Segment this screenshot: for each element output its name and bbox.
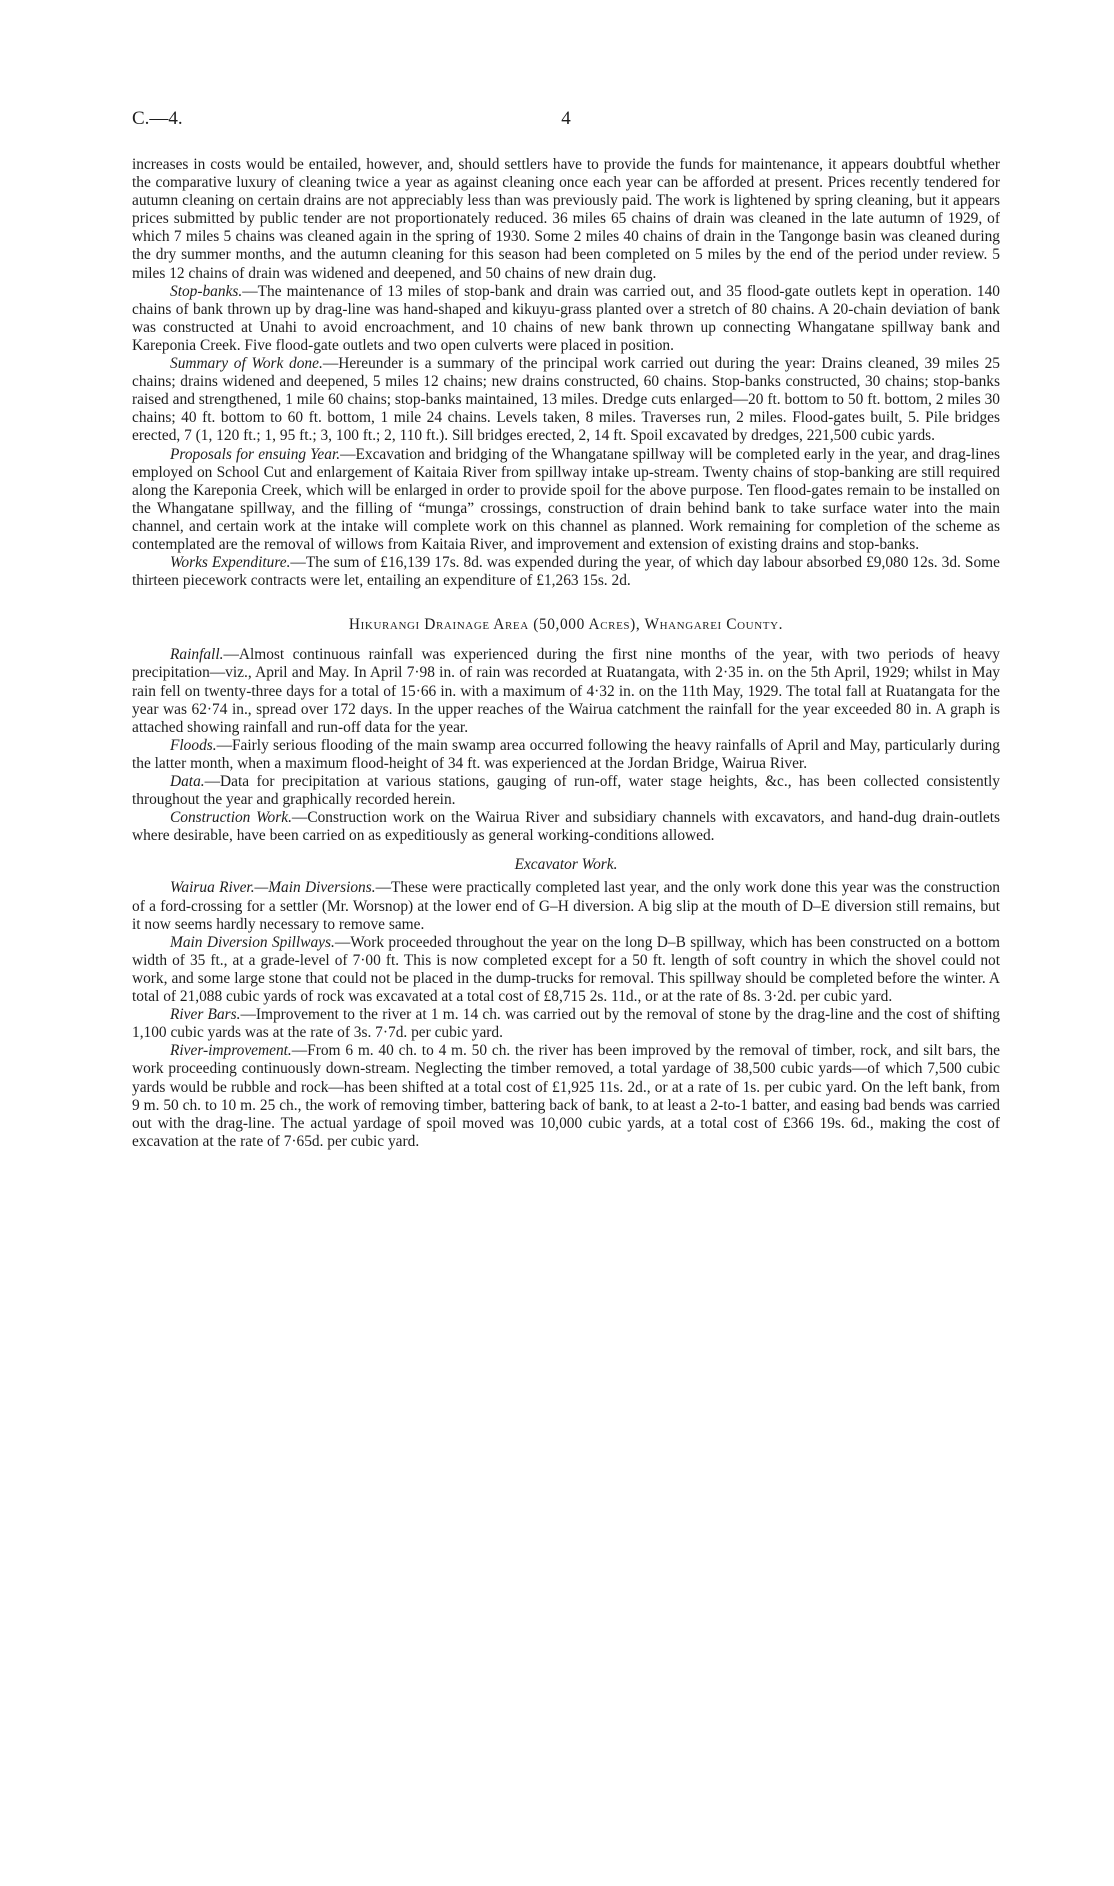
stop-banks-text: —The maintenance of 13 miles of stop-bank and drain was carried out, and 35 flood-gate outlets kept in operation. 140 chains of bank thrown up by drag-line was hand-shaped and kikuyu-grass planted over a stretch of 80 chains. A 20-chain deviation of bank was constructed at Unahi to avoid encroachment, and 10 chains of new bank thrown up connecting Whangatane spillway bank and Kareponia Creek. Five flood-gate outlets and two open culverts were placed in position. <box>132 282 1000 354</box>
summary-heading: Summary of Work done. <box>170 355 323 373</box>
intro-paragraph: increases in costs would be entailed, however, and, should settlers have to provide the funds for maintenance, it appears doubtful whether the comparative luxury of cleaning twice a year as against cleaning once each year can be afforded at present. Prices recently tendered for autumn cleaning on certain drains are not appreciably less than was previously paid. The work is lightened by spring cleaning, but it appears prices submitted by public tender are not proportionately reduced. 36 miles 65 chains of drain was cleaned in the late autumn of 1929, of which 7 miles 5 chains was cleaned again in the spring of 1930. Some 2 miles 40 chains of drain in the Tangonge basin was cleaned during the dry summer months, and the autumn cleaning for this season had been completed on 5 miles by the end of the period under review. 5 miles 12 chains of drain was widened and deepened, and 50 chains of new drain dug. <box>132 156 1000 282</box>
proposals-heading: Proposals for ensuing Year. <box>170 445 341 463</box>
floods-paragraph <box>132 737 1000 773</box>
data-heading: Data. <box>170 773 205 790</box>
wairua-text: —These were practically completed last year, and the only work done this year was the construction of a ford-crossing for a settler (Mr. Worsnop) at the lower end of G–H diversion. A big slip at the mouth of D–E diversion still remains, but it now seems hardly necessary to remove same. <box>132 879 1000 933</box>
river-bars-heading: River Bars. <box>170 1006 241 1024</box>
stop-banks-paragraph <box>132 283 1000 355</box>
floods-text: —Fairly serious flooding of the main swamp area occurred following the heavy rainfalls of April and May, particularly during the latter month, when a maximum flood-height of 34 ft. was experienced at the Jordan Bridge, Wairua River. <box>132 736 1000 772</box>
page-header <box>132 108 1000 132</box>
summary-paragraph <box>132 355 1000 445</box>
section-title: Hikurangi Drainage Area (50,000 Acres), Whangarei County. <box>348 616 784 634</box>
rainfall-paragraph <box>132 646 1000 736</box>
construction-text: —Construction work on the Wairua River and subsidiary channels with excavators, and hand-dug drain-outlets where desirable, have been carried on as expeditiously as general working-conditions allowed. <box>132 809 1001 845</box>
works-expenditure-text: —The sum of £16,139 17s. 8d. was expended during the year, of which day labour absorbed £9,080 12s. 3d. Some thirteen piecework contracts were let, entailing an expenditure of £1,263 15s. 2d. <box>132 554 1000 590</box>
works-expenditure-paragraph <box>132 554 1000 590</box>
spillways-paragraph <box>132 934 1000 1006</box>
construction-paragraph <box>132 809 1000 845</box>
proposals-text: —Excavation and bridging of the Whangatane spillway will be completed early in the year, and drag-lines employed on School Cut and enlargement of Kaitaia River from spillway intake up-stream. Twenty chains of stop-banking are still required along the Kareponia Creek, which will be enlarged in order to provide spoil for the above purpose. Ten flood-gates remain to be installed on the Whangatane spillway, and the filling of “munga” crossings, construction of drain behind bank to take surface water into the main channel, and certain work at the intake will complete work on this channel as planned. Work remaining for completion of the scheme as contemplated are the removal of willows from Kaitaia River, and improvement and extension of existing drains and stop-banks. <box>132 445 1000 553</box>
proposals-paragraph <box>132 446 1000 555</box>
excavator-subtitle: Excavator Work. <box>514 856 618 874</box>
river-bars-paragraph <box>132 1006 1000 1042</box>
wairua-paragraph <box>132 879 1000 933</box>
stop-banks-heading: Stop-banks. <box>170 282 243 300</box>
floods-heading: Floods. <box>170 736 217 754</box>
river-improvement-paragraph <box>132 1042 1000 1151</box>
spillways-text: —Work proceeded throughout the year on the long D–B spillway, which has been constructed on a bottom width of 35 ft., at a grade-level of 7·00 ft. This is now completed except for a 50 ft. length of soft country in which the shovel could not work, and some large stone that could not be placed in the dump-trucks for removal. This spillway should be completed before the winter. A total of 21,088 cubic yards of rock was excavated at a total cost of £8,715 2s. 11d., or at the rate of 8s. 3·2d. per cubic yard. <box>132 933 1000 1006</box>
spillways-heading: Main Diversion Spillways. <box>170 933 335 951</box>
page-number: 4 <box>561 108 571 129</box>
wairua-heading: Wairua River.—Main Diversions. <box>170 879 376 897</box>
works-expenditure-heading: Works Expenditure. <box>170 554 291 572</box>
data-text: —Data for precipitation at various stations, gauging of run-off, water stage heights, &c., has been collected consistently throughout the year and graphically recorded herein. <box>132 773 1000 809</box>
document-body <box>132 156 1000 1151</box>
construction-heading: Construction Work. <box>170 809 292 827</box>
summary-text: —Hereunder is a summary of the principal work carried out during the year: Drains cleaned, 39 miles 25 chains; drains widened and deepened, 5 miles 12 chains; new drains constructed, 60 chains. Stop-banks constructed, 30 chains; stop-banks raised and strengthened, 1 mile 60 chains; stop-banks maintained, 13 miles. Dredge cuts enlarged—20 ft. bottom to 50 ft. bottom, 2 miles 30 chains; 40 ft. bottom to 60 ft. bottom, 1 mile 24 chains. Levels taken, 8 miles. Traverses run, 2 miles. Flood-gates built, 5. Pile bridges erected, 7 (1, 120 ft.; 1, 95 ft.; 3, 100 ft.; 2, 110 ft.). Sill bridges erected, 2, 14 ft. Spoil excavated by dredges, 221,500 cubic yards. <box>132 355 1000 445</box>
river-bars-text: —Improvement to the river at 1 m. 14 ch. was carried out by the removal of stone by the drag-line and the cost of shifting 1,100 cubic yards was at the rate of 3s. 7·7d. per cubic yard. <box>132 1006 1000 1042</box>
river-improvement-heading: River-improvement. <box>170 1042 292 1060</box>
river-improvement-text: —From 6 m. 40 ch. to 4 m. 50 ch. the river has been improved by the removal of timber, rock, and silt bars, the work proceeding continuously down-stream. Neglecting the timber removed, a total yardage of 38,500 cubic yards—of which 7,500 cubic yards would be rubble and rock—has been shifted at a total cost of £1,925 11s. 2d., or at a rate of 1s. per cubic yard. On the left bank, from 9 m. 50 ch. to 10 m. 25 ch., the work of removing timber, battering back of bank, to at least a 2-to-1 batter, and easing bad bends was carried out with the drag-line. The actual yardage of spoil moved was 10,000 cubic yards, at a total cost of £366 19s. 6d., making the cost of excavation at the rate of 7·65d. per cubic yard. <box>132 1042 1000 1150</box>
data-paragraph <box>132 773 1000 809</box>
rainfall-heading: Rainfall. <box>170 646 224 664</box>
rainfall-text: —Almost continuous rainfall was experienced during the first nine months of the year, with two periods of heavy precipitation—viz., April and May. In April 7·98 in. of rain was recorded at Ruatangata, with 2·35 in. on the 5th April, 1929; whilst in May rain fell on twenty-three days for a total of 15·66 in. with a maximum of 4·32 in. on the 11th May, 1929. The total fall at Ruatangata for the year was 62·74 in., spread over 172 days. In the upper reaches of the Wairua catchment the rainfall for the year exceeded 80 in. A graph is attached showing rainfall and run-off data for the year. <box>132 646 1000 736</box>
report-code: C.—4. <box>132 108 183 129</box>
